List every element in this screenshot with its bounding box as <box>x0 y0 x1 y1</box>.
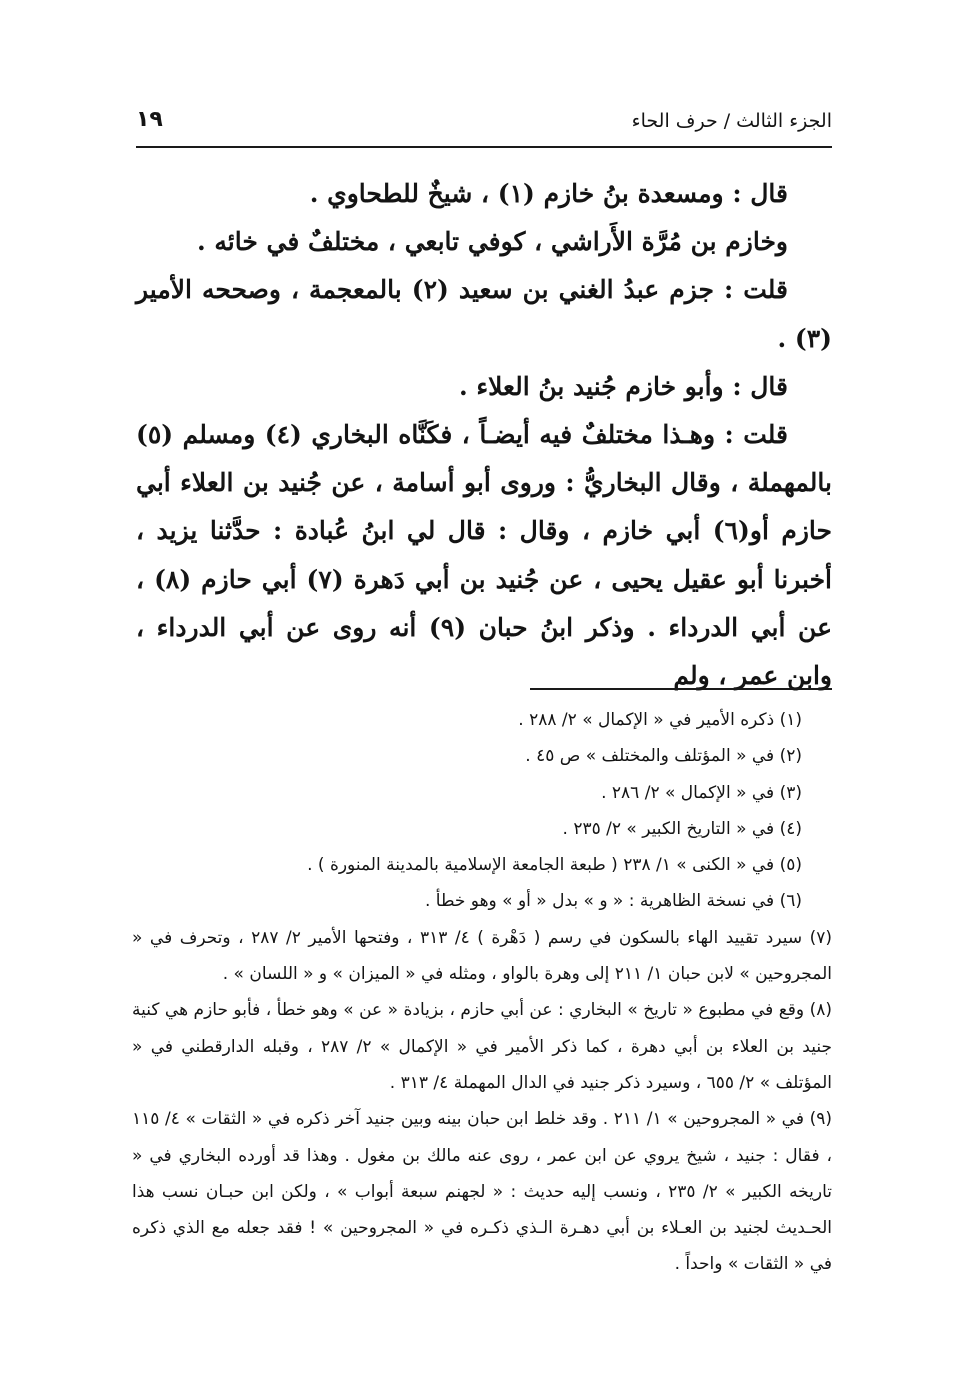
footnote: (١) ذكره الأمير في « الإكمال » ٢/ ٢٨٨ . <box>518 710 802 730</box>
page-number: ١٩ <box>136 107 163 132</box>
footnote: (٩) في « المجروحين » ١/ ٢١١ . وقد خلط ابن حبان بينه وبين جنيد آخر ذكره في « الثقات » ٤/ ١١٥ ، فقال : جنيد ، شيخ يروي عن ابن عمر ، روى عنه مالك بن مغول . وهذا قد أورده البخاري في « تاريخه الكبير » ٢/ ٢٣٥ ، ونسب إليه حديث : « لجهنم سبعة أبواب » ، ولكن ابن حبـان نسب هذا الحـديث لجنيد بن العـلاء بن أبي دهـرة الـذي ذكـره في « المجروحين » ! فقد جعله مع الذي ذكره في « الثقات » واحداً . <box>132 1109 833 1275</box>
footnote-divider <box>530 688 832 690</box>
footnote: (٧) سيرد تقييد الهاء بالسكون في رسم ( دَهْرة ) ٤/ ٣١٣ ، وفتحها الأمير ٢/ ٢٨٧ ، وتحرف في « المجروحين » لابن حبان ١/ ٢١١ إلى وهرة بالواو ، ومثله في « الميزان » و « اللسان » . <box>132 927 833 985</box>
paragraph: قلت : وهـذا مختلفٌ فيه أيضـاً ، فكَنَّاه البخاري (٤) ومسلم (٥) بالمهملة ، وقال البخاريُّ : وروى أبو أسامة ، عن جُنيد بن العلاء أبي حازم أو(٦) أبي خازم ، وقال : قال لي ابنُ عُبادة : حدَّثنا يزيد ، أخبرنا أبو عقيل يحيى ، عن جُنيد بن أبي دَهرة (٧) أبي حازم (٨) ، عن أبي الدرداء . وذكر ابنُ حبان (٩) أنه روى عن أبي الدرداء ، وابن عمر ، ولم <box>136 420 832 691</box>
footnote: (٨) وقع في مطبوع « تاريخ » البخاري : عن أبي حازم ، بزيادة « عن » وهو خطأ ، فأبو حازم هي كنية جنيد بن العلاء بن أبي دهرة ، كما ذكر الأمير في « الإكمال » ٢/ ٢٨٧ ، وقبله الدارقطني في « المؤتلف » ٢/ ٦٥٥ ، وسيرد ذكر جنيد في الدال المهملة ٤/ ٣١٣ . <box>132 1000 832 1093</box>
footnote: (٥) في « الكنى » ١/ ٢٣٨ ( طبعة الجامعة الإسلامية بالمدينة المنورة ) . <box>307 855 802 876</box>
main-text <box>136 170 832 700</box>
page-header <box>136 92 832 132</box>
paragraph: قلت : جزم عبدُ الغني بن سعيد (٢) بالمعجمة ، وصححه الأمير (٣) . <box>136 275 832 353</box>
footnote: (٣) في « الإكمال » ٢/ ٢٨٦ . <box>601 782 802 803</box>
running-title: الجزء الثالث / حرف الحاء <box>631 110 832 132</box>
footnote: (٦) في نسخة الظاهرية : « و » بدل « أو » وهو خطأ . <box>424 891 802 912</box>
footnote: (٤) في « التاريخ الكبير » ٢/ ٢٣٥ . <box>562 818 802 839</box>
paragraph: وخازم بن مُرَّة الأَراشي ، كوفي تابعي ، مختلفٌ في خائه . <box>196 227 788 257</box>
footnote: (٢) في « المؤتلف والمختلف » ص ٤٥ . <box>525 746 802 767</box>
paragraph: قال : وأبو خازم جُنيد بنُ العلاء . <box>458 371 788 401</box>
footnotes <box>132 702 832 1283</box>
paragraph: قال : ومسعدة بنُ خازم (١) ، شيخٌ للطحاوي . <box>309 179 788 208</box>
header-divider <box>136 146 832 148</box>
